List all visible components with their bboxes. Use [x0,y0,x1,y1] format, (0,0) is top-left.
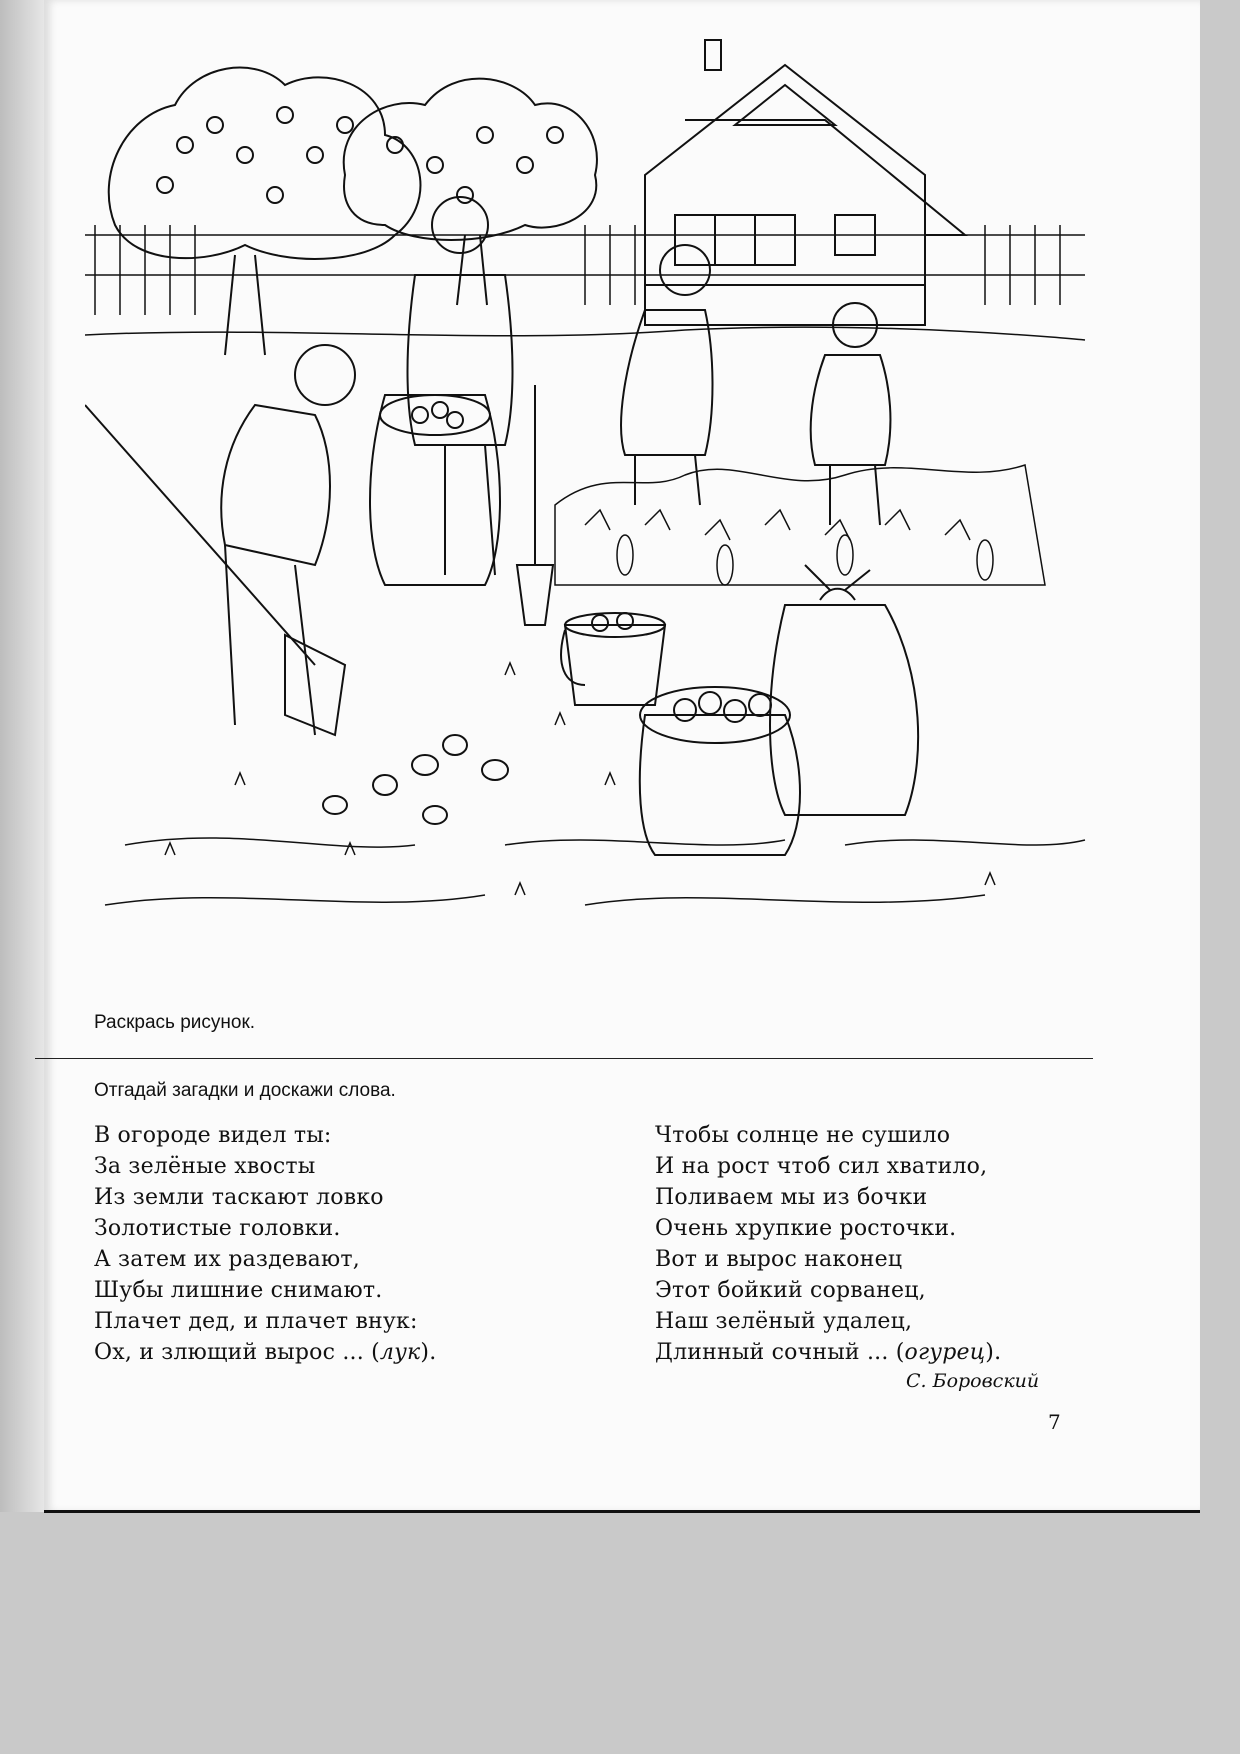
poem-line: Очень хрупкие росточки. [655,1216,957,1241]
poem-line: В огороде видел ты: [94,1123,332,1148]
poem-line: И на рост чтоб сил хватило, [655,1154,988,1179]
scan-shadow [0,0,44,1512]
poem-line: А затем их раздевают, [94,1247,360,1272]
poem-line: Наш зелёный удалец, [655,1309,913,1334]
potatoes-icon [323,735,508,824]
grandfather-figure-icon [370,197,513,585]
answer-suffix: ). [420,1340,437,1365]
poem-author: С. Боровский [906,1370,1040,1392]
riddle-answer: лук [379,1340,421,1365]
cucumber-bed-icon [555,465,1045,585]
apple-tree-icon [344,79,597,305]
answer-prefix: Ох, и злющий вырос ... ( [94,1340,380,1365]
boy-with-shovel-icon [85,345,355,735]
poem-line: Вот и вырос наконец [655,1247,903,1272]
sprouts-icon [165,663,995,895]
bucket-icon [561,613,665,705]
riddle-task: Отгадай загадки и доскажи слова. [94,1080,396,1101]
page-number: 7 [1048,1410,1061,1434]
fence-icon [85,225,1085,315]
poem-line: Из земли таскают ловко [94,1185,384,1210]
poem-line: Поливаем мы из бочки [655,1185,928,1210]
garden-illustration [85,25,1095,965]
house-icon [645,40,965,325]
poem-line: Чтобы солнце не сушило [655,1123,951,1148]
section-divider [35,1058,1093,1059]
poem-line: Плачет дед, и плачет внук: [94,1309,418,1334]
potato-sack-icon [640,687,800,855]
tied-sack-icon [770,565,918,815]
riddle-onion [94,1120,436,1368]
coloring-instruction: Раскрась рисунок. [94,1012,256,1033]
riddle-cucumber [655,1120,1001,1368]
answer-prefix: Длинный сочный ... ( [655,1340,905,1365]
girl-figure-icon [811,303,891,525]
apple-tree-icon [109,68,421,355]
riddle-answer: огурец [904,1340,986,1365]
shovel-icon [517,385,553,625]
poem-answer-line [655,1337,1001,1368]
page-bottom-edge [44,1510,1200,1513]
poem-line: Шубы лишние снимают. [94,1278,383,1303]
answer-suffix: ). [985,1340,1002,1365]
poem-line: Этот бойкий сорванец, [655,1278,926,1303]
poem-line: За зелёные хвосты [94,1154,316,1179]
poem-line: Золотистые головки. [94,1216,341,1241]
poem-answer-line [94,1337,436,1368]
